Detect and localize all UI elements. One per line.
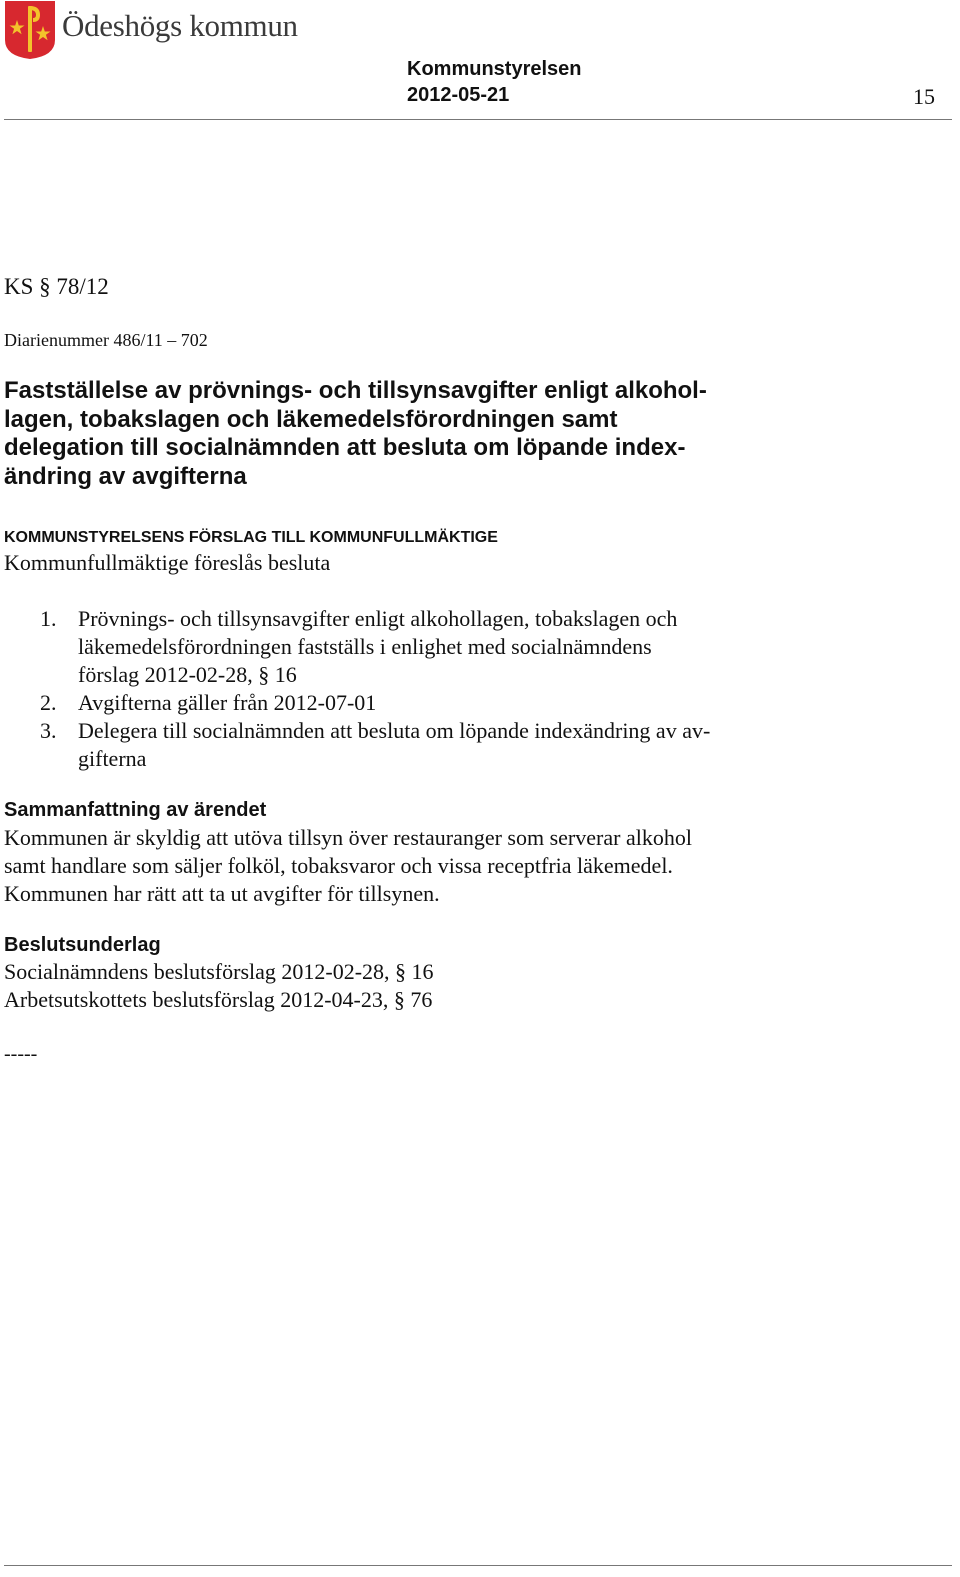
list-item [0, 605, 800, 689]
list-text [78, 717, 800, 773]
footer-divider [4, 1565, 952, 1566]
list-line: gifterna [78, 746, 147, 771]
summary-text [4, 824, 692, 908]
proposal-intro: Kommunfullmäktige föreslås besluta [4, 550, 331, 575]
list-number: 3. [40, 718, 57, 743]
title-line: delegation till socialnämnden att besluta om löpande index- [4, 434, 686, 461]
document-title [4, 377, 764, 491]
section-separator: ----- [4, 1043, 38, 1065]
list-number: 1. [40, 606, 57, 631]
org-logo-text: Ödeshögs kommun [62, 8, 298, 43]
diary-number: Diarienummer 486/11 – 702 [4, 330, 208, 350]
list-text [78, 689, 800, 717]
header-divider [4, 119, 952, 120]
basis-item: Arbetsutskottets beslutsförslag 2012-04-23, § 76 [4, 987, 433, 1012]
decision-list [0, 605, 800, 773]
list-line: Prövnings- och tillsynsavgifter enligt alkohollagen, tobakslagen och [78, 606, 678, 631]
list-line: läkemedelsförordningen fastställs i enlighet med socialnämndens [78, 634, 652, 659]
title-line: lagen, tobakslagen och läkemedelsförordningen samt [4, 405, 618, 433]
summary-heading: Sammanfattning av ärendet [4, 799, 267, 821]
basis-heading: Beslutsunderlag [4, 934, 161, 956]
list-item [0, 689, 800, 717]
meeting-date: 2012-05-21 [407, 84, 510, 106]
basis-list [4, 958, 434, 1014]
list-line: förslag 2012-02-28, § 16 [78, 662, 297, 687]
municipal-crest-icon [4, 0, 56, 60]
list-line: Delegera till socialnämnden att besluta om löpande indexändring av av- [78, 718, 711, 743]
basis-item: Socialnämndens beslutsförslag 2012-02-28, § 16 [4, 959, 434, 984]
title-line: Fastställelse av prövnings- och tillsynsavgifter enligt alkohol- [4, 377, 707, 404]
summary-line: samt handlare som säljer folköl, tobaksvaror och vissa receptfria läkemedel. [4, 853, 673, 878]
list-number: 2. [40, 690, 57, 715]
title-line: ändring av avgifterna [4, 462, 247, 490]
proposal-heading: KOMMUNSTYRELSENS FÖRSLAG TILL KOMMUNFULLMÄKTIGE [4, 529, 498, 546]
list-item [0, 717, 800, 773]
list-text [78, 605, 800, 689]
committee-name: Kommunstyrelsen [407, 58, 582, 80]
summary-line: Kommunen är skyldig att utöva tillsyn över restauranger som serverar alkohol [4, 825, 692, 850]
page-number: 15 [913, 84, 935, 109]
summary-line: Kommunen har rätt att ta ut avgifter för tillsynen. [4, 881, 440, 906]
list-line: Avgifterna gäller från 2012-07-01 [78, 690, 377, 715]
case-number: KS § 78/12 [4, 274, 109, 299]
